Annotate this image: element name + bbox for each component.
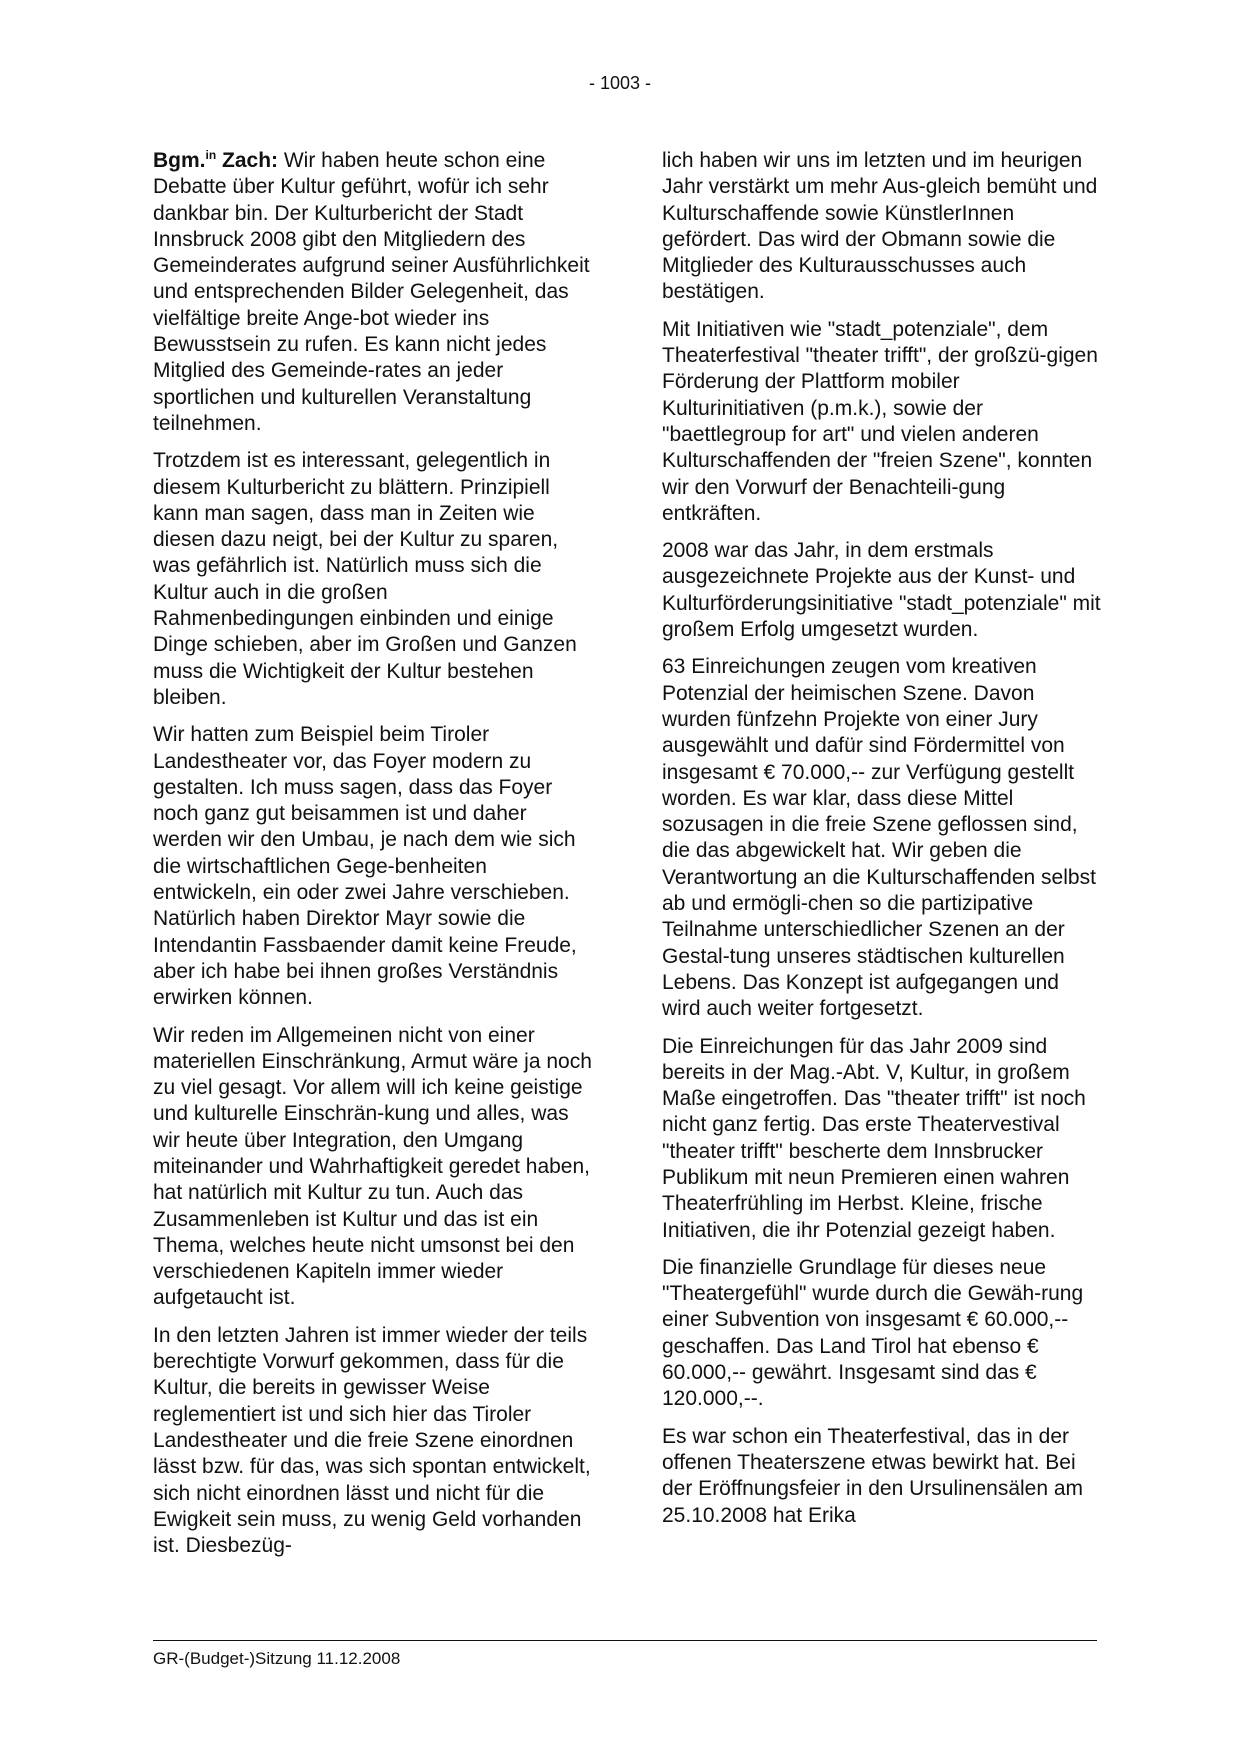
paragraph: Wir hatten zum Beispiel beim Tiroler Landestheater vor, das Foyer modern zu gestalten. Ich muss sagen, dass das Foyer noch ganz gut beisammen ist und daher werden wir den Umbau, je nach dem wie sich die wirtschaftlichen Gege-benheiten entwickeln, ein oder zwei Jahre verschieben. Natürlich haben Direktor Mayr sowie die Intendantin Fassbaender damit keine Freude, aber ich habe bei ihnen großes Verständnis erwirken können. (153, 723, 577, 1010)
paragraph: 2008 war das Jahr, in dem erstmals ausgezeichnete Projekte aus der Kunst- und Kulturförderungsinitiative "stadt_potenziale" mit großem Erfolg umgesetzt wurden. (662, 539, 1101, 642)
paragraph: Bgm.$^{in}$ Zach: Wir haben heute schon eine Debatte über Kultur geführt, wofür ich sehr dankbar bin. Der Kulturbericht der Stadt Innsbruck 2008 gibt den Mitgliedern des Gemeinderates aufgrund seiner Ausführlichkeit und entsprechenden Bilder Gelegenheit, das vielfältige breite Ange-bot wieder ins Bewusstsein zu rufen. Es kann nicht jedes Mitglied des Gemeinde-rates an jeder sportlichen und kulturellen Veranstaltung teilnehmen. (153, 148, 590, 435)
footer-text: GR-(Budget-)Sitzung 11.12.2008 (153, 1649, 401, 1668)
paragraph: Wir reden im Allgemeinen nicht von einer materiellen Einschränkung, Armut wäre ja noch zu viel gesagt. Vor allem will ich keine geistige und kulturelle Einschrän-kung und alles, was wir heute über Integration, den Umgang miteinander und Wahrhaftigkeit geredet haben, hat natürlich mit Kultur zu tun. Auch das Zusammenleben ist Kultur und das ist ein Thema, welches heute nicht umsonst bei den verschiedenen Kapiteln immer wieder aufgetaucht ist. (153, 1023, 592, 1310)
paragraph: lich haben wir uns im letzten und im heurigen Jahr verstärkt um mehr Aus-gleich bemüht und Kulturschaffende sowie KünstlerInnen gefördert. Das wird der Obmann sowie die Mitglieder des Kulturausschusses auch bestätigen. (662, 149, 1098, 304)
paragraph: Es war schon ein Theaterfestival, das in der offenen Theaterszene etwas bewirkt hat. Bei der Eröffnungsfeier in den Ursulinensälen am 25.10.2008 hat Erika (662, 1424, 1084, 1527)
left-column (153, 148, 593, 1570)
paragraph: In den letzten Jahren ist immer wieder der teils berechtigte Vorwurf gekommen, dass für die Kultur, die bereits in gewisser Weise reglementiert ist und sich hier das Tiroler Landestheater und die freie Szene einordnen lässt bzw. für das, was sich spontan entwickelt, sich nicht einordnen lässt und nicht für die Ewigkeit sein muss, zu wenig Geld vorhanden ist. Diesbezüg- (153, 1323, 591, 1558)
right-column (662, 148, 1102, 1540)
paragraph: Die Einreichungen für das Jahr 2009 sind bereits in der Mag.-Abt. V, Kultur, in großem Maße eingetroffen. Das "theater trifft" ist noch nicht ganz fertig. Das erste Theatervestival "theater trifft" bescherte dem Innsbrucker Publikum mit neun Premieren einen wahren Theaterfrühling im Herbst. Kleine, frische Initiativen, die ihr Potenzial gezeigt haben. (662, 1034, 1086, 1242)
speaker-label: Bgm.$^{in}$ Zach: (153, 148, 279, 172)
paragraph: Die finanzielle Grundlage für dieses neue "Theatergefühl" wurde durch die Gewäh-rung einer Subvention von insgesamt € 60.000,-- geschaffen. Das Land Tirol hat ebenso € 60.000,-- gewährt. Insgesamt sind das € 120.000,--. (662, 1255, 1084, 1411)
paragraph: Trotzdem ist es interessant, gelegentlich in diesem Kulturbericht zu blättern. Prinzipiell kann man sagen, dass man in Zeiten wie diesen dazu neigt, bei der Kultur zu sparen, was gefährlich ist. Natürlich muss sich die Kultur auch in die großen Rahmenbedingungen einbinden und einige Dinge schieben, aber im Großen und Ganzen muss die Wichtigkeit der Kultur bestehen bleiben. (153, 449, 577, 709)
paragraph: Mit Initiativen wie "stadt_potenziale", dem Theaterfestival "theater trifft", der großzü-gigen Förderung der Plattform mobiler Kulturinitiativen (p.m.k.), sowie der "baettlegroup for art" und vielen anderen Kulturschaffenden der "freien Szene", konnten wir den Vorwurf der Benachteili-gung entkräften. (662, 317, 1098, 525)
footer-rule (153, 1640, 1097, 1641)
paragraph: 63 Einreichungen zeugen vom kreativen Potenzial der heimischen Szene. Davon wurden fünfzehn Projekte von einer Jury ausgewählt und dafür sind Fördermittel von insgesamt € 70.000,-- zur Verfügung gestellt worden. Es war klar, dass diese Mittel sozusagen in die freie Szene geflossen sind, die das abgewickelt hat. Wir geben die Verantwortung an die Kulturschaffenden selbst ab und ermögli-chen so die partizipative Teilnahme unterschiedlicher Szenen an der Gestal-tung unseres städtischen kulturellen Lebens. Das Konzept ist aufgegangen und wird auch weiter fortgesetzt. (662, 655, 1096, 1021)
page-number: - 1003 - (588, 73, 652, 93)
